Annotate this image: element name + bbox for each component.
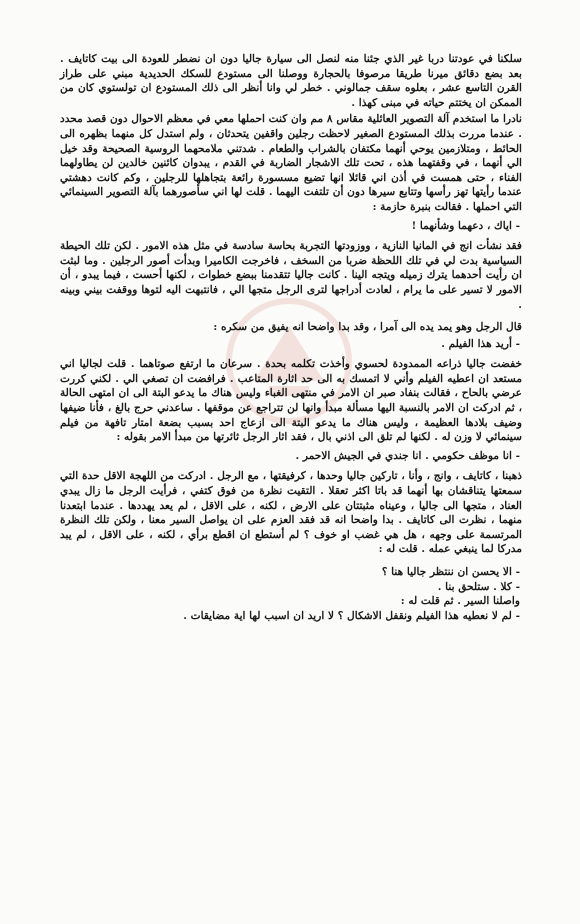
paragraph: فقد نشأت انج في المانيا النازية ، ووزودتها التجربة بحاسة سادسة في مثل هذه الامور . لكن تلك الحيطة السياسية بدت لي في تلك اللحظة ضربا من السخف ، فاخرجت الكاميرا وبدأت أصور الرجلين . وما لبثت ان رأيت أحدهما يترك زميله ويتجه الينا . كانت جاليا تتقدمنا ببضع خطوات ، لكنها أحست ، فيما يبدو ، أن الامور لا تسير على ما يرام ، لعادت أدراجها لترى الرجل متجها الي ، فانتبهت اليه لتوها ووقفت بيني وبينه . [60,240,522,311]
paragraph: ذهبنا ، كاتايف ، وانج ، وأنا ، تاركين جاليا وحدها ، كرفيقتها ، مع الرجل . ادركت من اللهجة الاقل حدة التي سمعتها يتناقشان بها أنهما قد باتا اكثر تعقلا . التقيت نظرة من فوق كتفي ، فرأيت الرجل ما زال يبدي العناد ، متجها الى جاليا ، وعيناه مثبتتان على الارض ، لكنه ، على الاقل ، لم يعد يهددها . عندما ابتعدنا منهما ، نظرت الى كاتايف . بدا واضحا انه قد فقد العزم على ان يواصل السير معنا ، ولكن تلك النظرة المرتسمة على وجهه ، هل هي غضب او خوف ؟ لم أستطع ان اقطع برأي ، لكنه ، على الاقل ، لم يبد مدركا لما ينبغي عمله . قلت له : [60,470,522,556]
dialogue-line: - أريد هذا الفيلم . [441,337,520,350]
paragraph: خفضت جاليا ذراعه الممدودة لحسوي وأخذت تكلمه بحدة . سرعان ما ارتفع صوتاهما . قلت لجاليا اني مستعد ان اعطيه الفيلم وأني لا اتمسك به الى حد اثارة المتاعب . فرافضت ان تصغي الي . لكني كررت عرضي بالحاح ، فقالت بنفاد صبر ان الامر في منتهى الغباء وليس هناك ما يدعو البتة الى ان امتهى الحالة ، ثم ادركت ان الامر بالنسبة اليها مسألة مبدأ وانها لن تتراجع عن موقفها . ساعدني حرج بالغ ، فأنا ضيفها وضيف بلادها العظيمة ، وليس هناك ما يدعو البتة الى ازعاج احد بسبب بضعة امتار تافهة من فيلم سينمائي لا وزن له . لكنها لم تلق الى اذني بال ، فقد اثار الرجل ثائرتها من مبدأ الامر بقوله : [60,358,522,444]
dialogue-line: - كلا . ستلحق بنا . [437,580,520,593]
narration-line: واصلنا السير . ثم قلت له : [400,595,520,608]
dialogue-line: - انا موظف حكومي . انا جندي في الجيش الاحمر . [295,449,520,462]
dialogue-line: - لم لا نعطيه هذا الفيلم ونقفل الاشكال ؟ لا اريد ان اسبب لها اية مضايقات . [183,609,520,622]
dialogue-line: - الا يحسن ان ننتظر جاليا هنا ؟ [381,566,520,578]
paragraph: سلكنا في عودتنا دربا غير الذي جئنا منه لنصل الى سيارة جاليا دون ان نضطر للعودة الى بيت كاتايف . بعد بضع دقائق ميرنا طريقا مرصوفا بالحجارة ووصلنا الى مستودع للسكك الحديدية مبني على طراز القرن التاسع عشر ، بعلوه سقف جمالوني . خطر لي وانا أنظر الى ذلك المستودع ان تولستوي كان من الممكن ان يختتم حياته في مبنى كهذا . [60,53,522,109]
paragraph: نادرا ما استخدم آلة التصوير العائلية مقاس ٨ مم وان كنت احملها معي في معظم الاحوال دون قصد محدد . عندما مررت بذلك المستودع الصغير لاحظت رجلين واقفين يتحدثان ، ولم استدل كل منهما بظهره الى الحائط ، ومتلازمين يوحي أنهما مكتفان بالشراب والطعام . شدتني ملامحهما الروسية الصحيحة وقد خيل الي أنهما ، في وقفتهما هذه ، تحت تلك الاشجار الضاربة في القدم ، يبدوان كائنين خالدين لن يطاولهما الفناء ، حتى همست في أذن اني قائلا انها تضيع مسسورة رائعة بتجاهلها للرجلين ، وكم كانت دهشتي عندما رأيتها تهز رأسها وتتابع سيرها دون أن تلتفت اليهما . قلت لها اني سأصورهما بآلة التصوير السينمائي التي احملها . فقالت بنبرة حازمة : [60,113,522,213]
dialogue-line: - اياك ، دعهما وشأنهما ! [411,219,520,232]
body-text [60,52,522,623]
paragraph: قال الرجل وهو يمد يده الى آمرا ، وقد بدا واضحا انه يفيق من سكره : [213,321,522,334]
